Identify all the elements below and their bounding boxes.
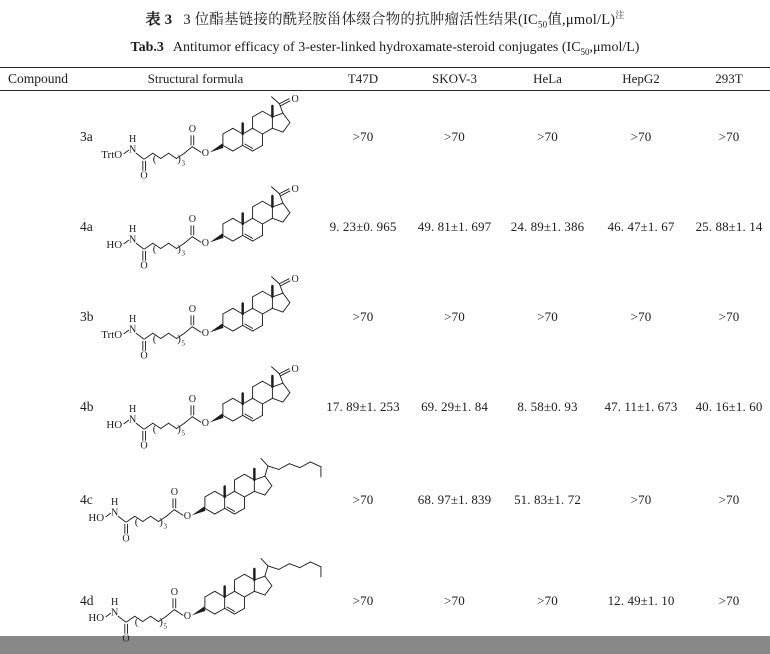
svg-text:H: H xyxy=(111,596,119,608)
ic50-value-skov3: >70 xyxy=(444,309,465,325)
ic50-value-hela: 24. 89±1. 386 xyxy=(510,219,585,235)
ic50-value-skov3: >70 xyxy=(444,129,465,145)
table-row xyxy=(0,548,770,654)
ic50-value-t47d: >70 xyxy=(352,129,374,145)
structure-cell xyxy=(73,454,318,547)
ic50-value-hepg2: >70 xyxy=(630,492,652,508)
svg-text:O: O xyxy=(140,350,148,362)
caption-zh-label: 表 3 xyxy=(145,11,173,28)
ic50-value-skov3: >70 xyxy=(444,592,465,608)
svg-text:H: H xyxy=(129,133,137,145)
structure-cell xyxy=(73,271,318,364)
structure-4b xyxy=(95,361,307,454)
svg-text:(: ( xyxy=(152,422,157,435)
svg-text:5: 5 xyxy=(163,622,168,631)
svg-text:N: N xyxy=(111,506,119,518)
svg-text:TrtO: TrtO xyxy=(101,148,123,161)
ic50-value-t47d: 17. 89±1. 253 xyxy=(326,399,400,415)
caption-zh-text: 3 位酯基链接的酰羟胺甾体缀合物的抗肿瘤活性结果(IC xyxy=(183,11,538,28)
svg-text:5: 5 xyxy=(181,429,186,438)
svg-text:H: H xyxy=(129,313,137,325)
table-row xyxy=(0,361,770,453)
ic50-value-hepg2: 46. 47±1. 67 xyxy=(607,219,675,235)
footnote-marker: 注 xyxy=(615,10,625,20)
svg-text:O: O xyxy=(201,237,210,249)
col-header-compound: Compound xyxy=(8,70,69,86)
svg-text:O: O xyxy=(188,123,197,135)
ic50-value-skov3: 69. 29±1. 84 xyxy=(421,399,488,415)
ic50-value-hela: >70 xyxy=(537,309,558,325)
svg-text:H: H xyxy=(111,496,119,508)
svg-text:O: O xyxy=(188,393,197,405)
caption-en-units: ,μmol/L) xyxy=(589,39,640,55)
ic50-value-hela: >70 xyxy=(537,592,558,608)
col-header-hela: HeLa xyxy=(533,70,562,86)
caption-en-text: Antitumor efficacy of 3-ester-linked hydroxamate-steroid conjugates (IC xyxy=(172,39,581,55)
ic50-value-hela: 51. 83±1. 72 xyxy=(514,492,581,508)
structure-4c xyxy=(77,454,331,547)
svg-text:O: O xyxy=(201,147,210,159)
ic50-value-hepg2: >70 xyxy=(630,309,652,325)
svg-text:O: O xyxy=(183,610,191,622)
ic50-value-hepg2: 47. 11±1. 673 xyxy=(604,399,678,415)
results-table xyxy=(0,67,770,654)
svg-text:O: O xyxy=(140,170,148,182)
svg-text:N: N xyxy=(129,323,137,335)
svg-text:3: 3 xyxy=(163,522,168,531)
svg-text:): ) xyxy=(177,242,181,255)
svg-text:3: 3 xyxy=(181,249,186,258)
svg-text:): ) xyxy=(177,422,181,435)
ic50-value-t47d: 9. 23±0. 965 xyxy=(329,219,397,235)
svg-text:HO: HO xyxy=(88,612,105,625)
svg-text:N: N xyxy=(129,233,137,245)
svg-text:O: O xyxy=(201,327,210,339)
ic50-value-293t: >70 xyxy=(718,492,740,508)
ic50-value-t47d: >70 xyxy=(352,492,374,508)
svg-text:O: O xyxy=(188,213,197,225)
ic50-value-hepg2: 12. 49±1. 10 xyxy=(607,592,675,608)
svg-text:O: O xyxy=(140,260,148,272)
svg-text:(: ( xyxy=(134,616,139,629)
svg-text:HO: HO xyxy=(88,511,105,524)
table-header-row xyxy=(0,68,770,91)
ic50-value-skov3: 49. 81±1. 697 xyxy=(417,219,492,235)
col-header-hepg2: HepG2 xyxy=(622,70,660,86)
svg-text:): ) xyxy=(177,332,181,345)
compound-label: 3a xyxy=(80,129,93,145)
svg-text:N: N xyxy=(129,143,137,155)
ic50-value-hela: >70 xyxy=(537,129,558,145)
svg-text:O: O xyxy=(170,587,179,599)
ic50-value-hela: 8. 58±0. 93 xyxy=(517,399,578,415)
svg-text:O: O xyxy=(291,363,299,375)
caption-english xyxy=(0,37,770,63)
structure-3b xyxy=(95,271,307,364)
table-captions xyxy=(0,0,770,63)
structure-cell xyxy=(73,181,318,274)
caption-chinese xyxy=(0,5,770,35)
svg-text:O: O xyxy=(122,633,130,645)
table-row xyxy=(0,271,770,361)
svg-text:O: O xyxy=(122,533,130,545)
svg-text:): ) xyxy=(177,152,181,165)
ic50-value-293t: 40. 16±1. 60 xyxy=(695,399,763,415)
structure-4a xyxy=(95,181,307,274)
ic50-value-293t: >70 xyxy=(718,129,740,145)
structure-3a xyxy=(95,91,307,184)
ic50-value-skov3: 68. 97±1. 839 xyxy=(417,492,492,508)
col-header-293t: 293T xyxy=(715,70,743,86)
svg-text:): ) xyxy=(159,515,163,528)
svg-text:O: O xyxy=(188,303,197,315)
structure-cell xyxy=(73,361,318,454)
ic50-subscript: 50 xyxy=(537,19,548,30)
structure-4d xyxy=(77,554,331,647)
table-row xyxy=(0,91,770,181)
compound-label: 4b xyxy=(80,399,94,415)
svg-text:(: ( xyxy=(152,242,157,255)
svg-text:(: ( xyxy=(134,515,139,528)
svg-text:O: O xyxy=(291,273,299,285)
ic50-value-t47d: >70 xyxy=(352,592,374,608)
svg-text:): ) xyxy=(159,616,163,629)
svg-text:H: H xyxy=(129,223,137,235)
svg-text:3: 3 xyxy=(181,159,186,168)
ic50-value-293t: >70 xyxy=(718,309,740,325)
svg-text:O: O xyxy=(170,486,179,498)
svg-text:N: N xyxy=(111,607,119,619)
col-header-skov3: SKOV-3 xyxy=(431,70,478,86)
svg-text:TrtO: TrtO xyxy=(101,328,123,341)
col-header-structure: Structural formula xyxy=(147,70,244,86)
caption-en-label: Tab.3 xyxy=(130,39,164,55)
compound-label: 4a xyxy=(80,219,93,235)
ic50-value-hepg2: >70 xyxy=(630,129,652,145)
svg-text:(: ( xyxy=(152,332,157,345)
svg-text:HO: HO xyxy=(106,418,123,431)
compound-label: 4c xyxy=(80,492,93,508)
svg-text:O: O xyxy=(291,183,299,195)
structure-cell xyxy=(73,554,318,647)
svg-text:(: ( xyxy=(152,152,157,165)
ic50-subscript-en: 50 xyxy=(580,46,590,57)
svg-text:5: 5 xyxy=(181,339,186,348)
table-row xyxy=(0,181,770,271)
svg-text:HO: HO xyxy=(106,238,123,251)
col-header-t47d: T47D xyxy=(347,70,379,86)
svg-text:O: O xyxy=(201,417,210,429)
svg-text:O: O xyxy=(140,440,148,452)
ic50-value-293t: >70 xyxy=(718,592,740,608)
ic50-value-293t: 25. 88±1. 14 xyxy=(695,219,763,235)
svg-text:O: O xyxy=(291,93,299,105)
table-body xyxy=(0,91,770,654)
svg-text:H: H xyxy=(129,403,137,415)
svg-text:O: O xyxy=(183,510,191,522)
structure-cell xyxy=(73,91,318,184)
caption-zh-units: 值,μmol/L) xyxy=(547,11,616,28)
compound-label: 3b xyxy=(80,309,94,325)
table-row xyxy=(0,453,770,548)
ic50-value-t47d: >70 xyxy=(352,309,374,325)
svg-text:N: N xyxy=(129,413,137,425)
compound-label: 4d xyxy=(80,592,94,608)
